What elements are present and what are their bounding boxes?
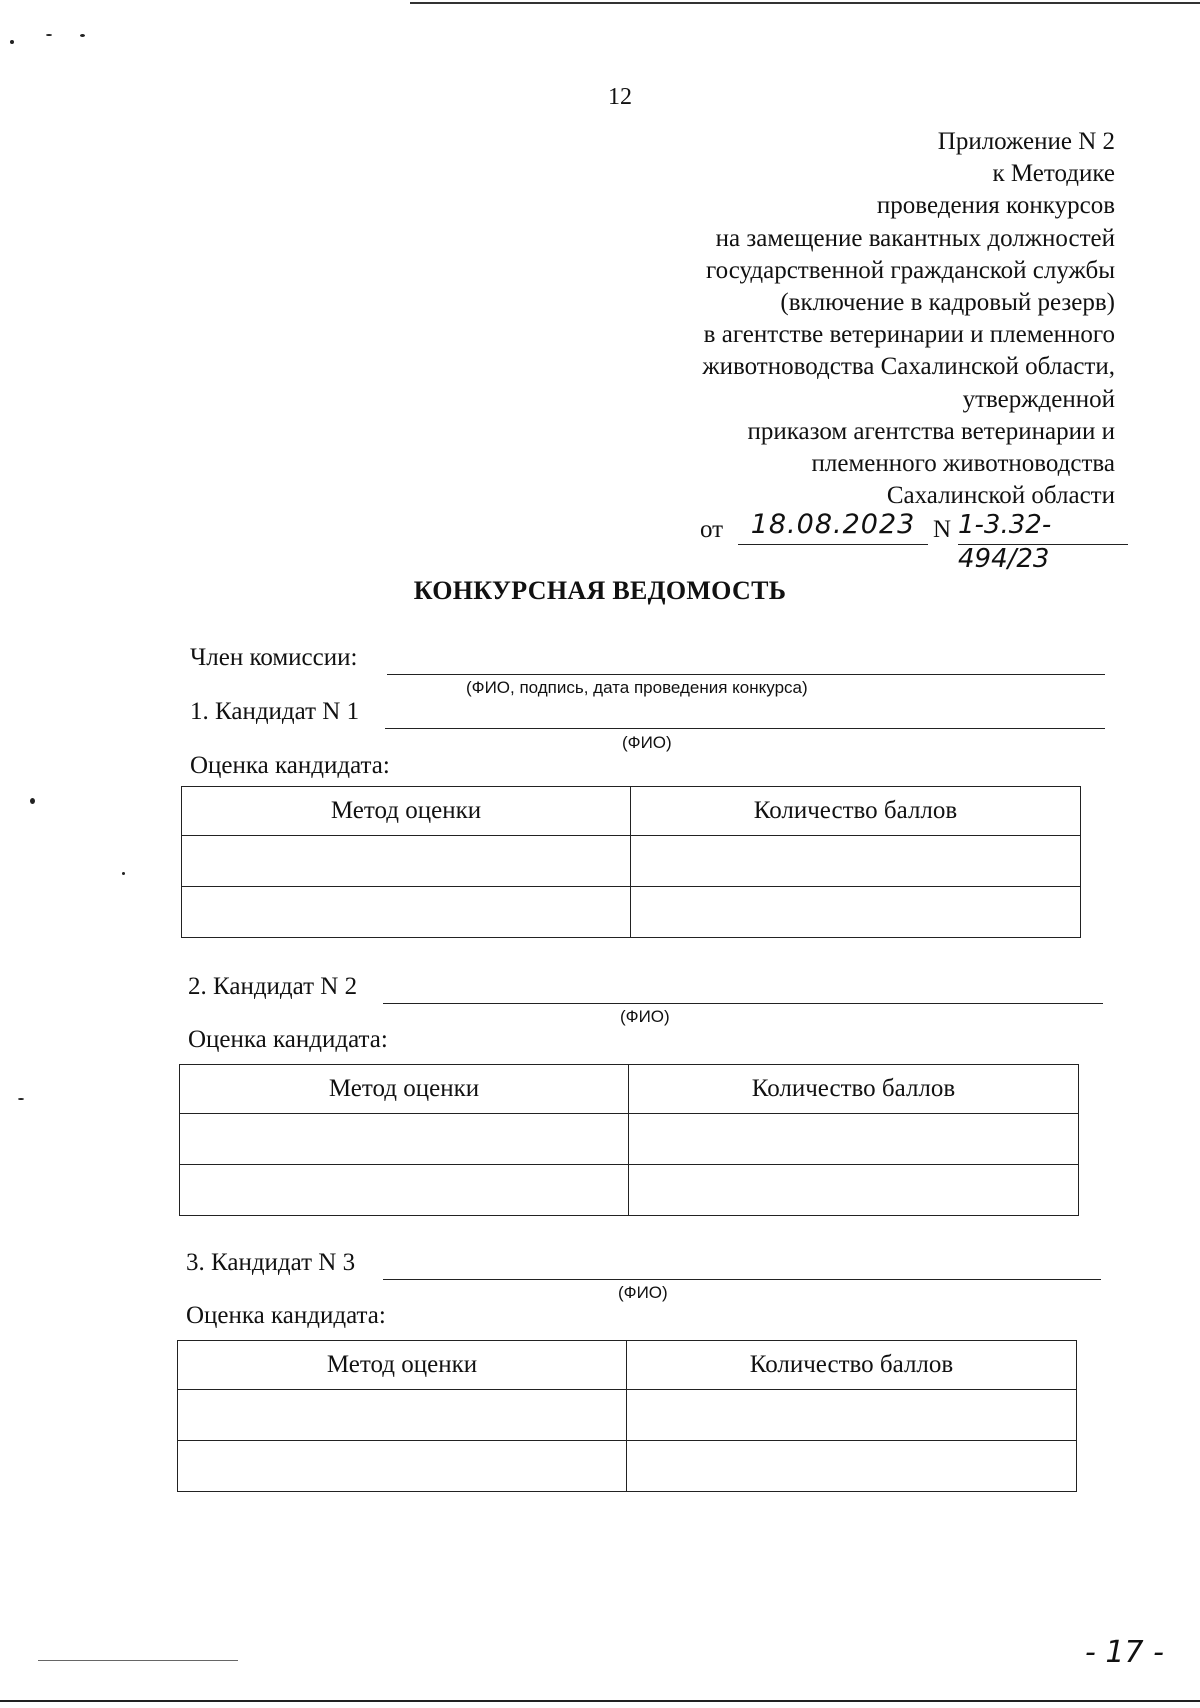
method-cell[interactable] [180,1165,629,1216]
appendix-line: утвержденной [962,385,1115,413]
candidate-3-name-field[interactable] [383,1279,1101,1280]
commission-member-label: Член комиссии: [190,644,358,671]
points-cell[interactable] [631,887,1081,938]
page-number: 12 [608,84,632,110]
candidate-3-score-table [177,1340,1077,1492]
appendix-line: на замещение вакантных должностей [715,224,1115,252]
column-header-points: Количество баллов [629,1065,1079,1114]
order-date: 18.08.2023 [738,508,928,545]
scan-speck [10,40,14,44]
candidate-3-caption: (ФИО) [618,1283,668,1302]
table-row [178,1390,1077,1441]
appendix-header [702,126,1115,512]
handwritten-sheet-number: - 17 - [1085,1635,1164,1670]
column-header-method: Метод оценки [182,787,631,836]
table-header-row [180,1065,1079,1114]
column-header-points: Количество баллов [627,1341,1077,1390]
table-header-row [182,787,1081,836]
column-header-points: Количество баллов [631,787,1081,836]
candidate-1-label: 1. Кандидат N 1 [190,698,360,725]
method-cell[interactable] [182,887,631,938]
appendix-line: приказом агентства ветеринарии и [747,417,1115,445]
order-date-number [700,509,1125,574]
appendix-line: к Методике [992,160,1115,188]
table-row [180,1114,1079,1165]
points-cell[interactable] [629,1165,1079,1216]
document-title: КОНКУРСНАЯ ВЕДОМОСТЬ [413,576,787,605]
appendix-line: в агентстве ветеринарии и племенного [703,321,1115,349]
appendix-line: животноводства Сахалинской области, [702,353,1115,381]
column-header-method: Метод оценки [178,1341,627,1390]
scan-edge-top [410,2,1200,4]
candidate-3-eval-label: Оценка кандидата: [186,1302,386,1329]
appendix-line: Сахалинской области [886,482,1115,510]
scan-speck [30,798,35,804]
appendix-line: племенного животноводства [811,450,1115,478]
scan-speck [46,34,52,36]
table-row [178,1441,1077,1492]
scan-edge-bottom [0,1700,1200,1702]
candidate-3-label: 3. Кандидат N 3 [186,1249,356,1276]
commission-caption: (ФИО, подпись, дата проведения конкурса) [466,678,808,697]
candidate-2-eval-label: Оценка кандидата: [188,1026,388,1053]
candidate-1-row [190,698,1105,738]
candidate-2-caption: (ФИО) [620,1007,670,1026]
candidate-2-label: 2. Кандидат N 2 [188,973,358,1000]
table-row [182,887,1081,938]
candidate-2-score-table [179,1064,1079,1216]
points-cell[interactable] [627,1441,1077,1492]
table-row [182,836,1081,887]
candidate-1-score-table [181,786,1081,938]
points-cell[interactable] [631,836,1081,887]
table-header-row [178,1341,1077,1390]
points-cell[interactable] [627,1390,1077,1441]
points-cell[interactable] [629,1114,1079,1165]
appendix-line: (включение в кадровый резерв) [780,289,1115,317]
footer-line [38,1660,238,1661]
appendix-line: Приложение N 2 [937,128,1115,155]
candidate-1-name-field[interactable] [385,728,1105,729]
appendix-line: проведения конкурсов [876,192,1115,220]
order-number: 1-3.32-494/23 [958,508,1128,545]
number-prefix: N [933,516,952,543]
table-row [180,1165,1079,1216]
scan-speck [80,34,85,37]
method-cell[interactable] [182,836,631,887]
appendix-line: государственной гражданской службы [705,256,1115,284]
column-header-method: Метод оценки [180,1065,629,1114]
method-cell[interactable] [180,1114,629,1165]
candidate-1-caption: (ФИО) [622,733,672,752]
commission-member-field[interactable] [387,674,1105,675]
scan-speck [18,1098,24,1100]
method-cell[interactable] [178,1390,627,1441]
date-prefix: от [700,516,724,543]
candidate-1-eval-label: Оценка кандидата: [190,752,390,779]
method-cell[interactable] [178,1441,627,1492]
candidate-2-name-field[interactable] [383,1003,1103,1004]
scan-speck [122,872,125,875]
